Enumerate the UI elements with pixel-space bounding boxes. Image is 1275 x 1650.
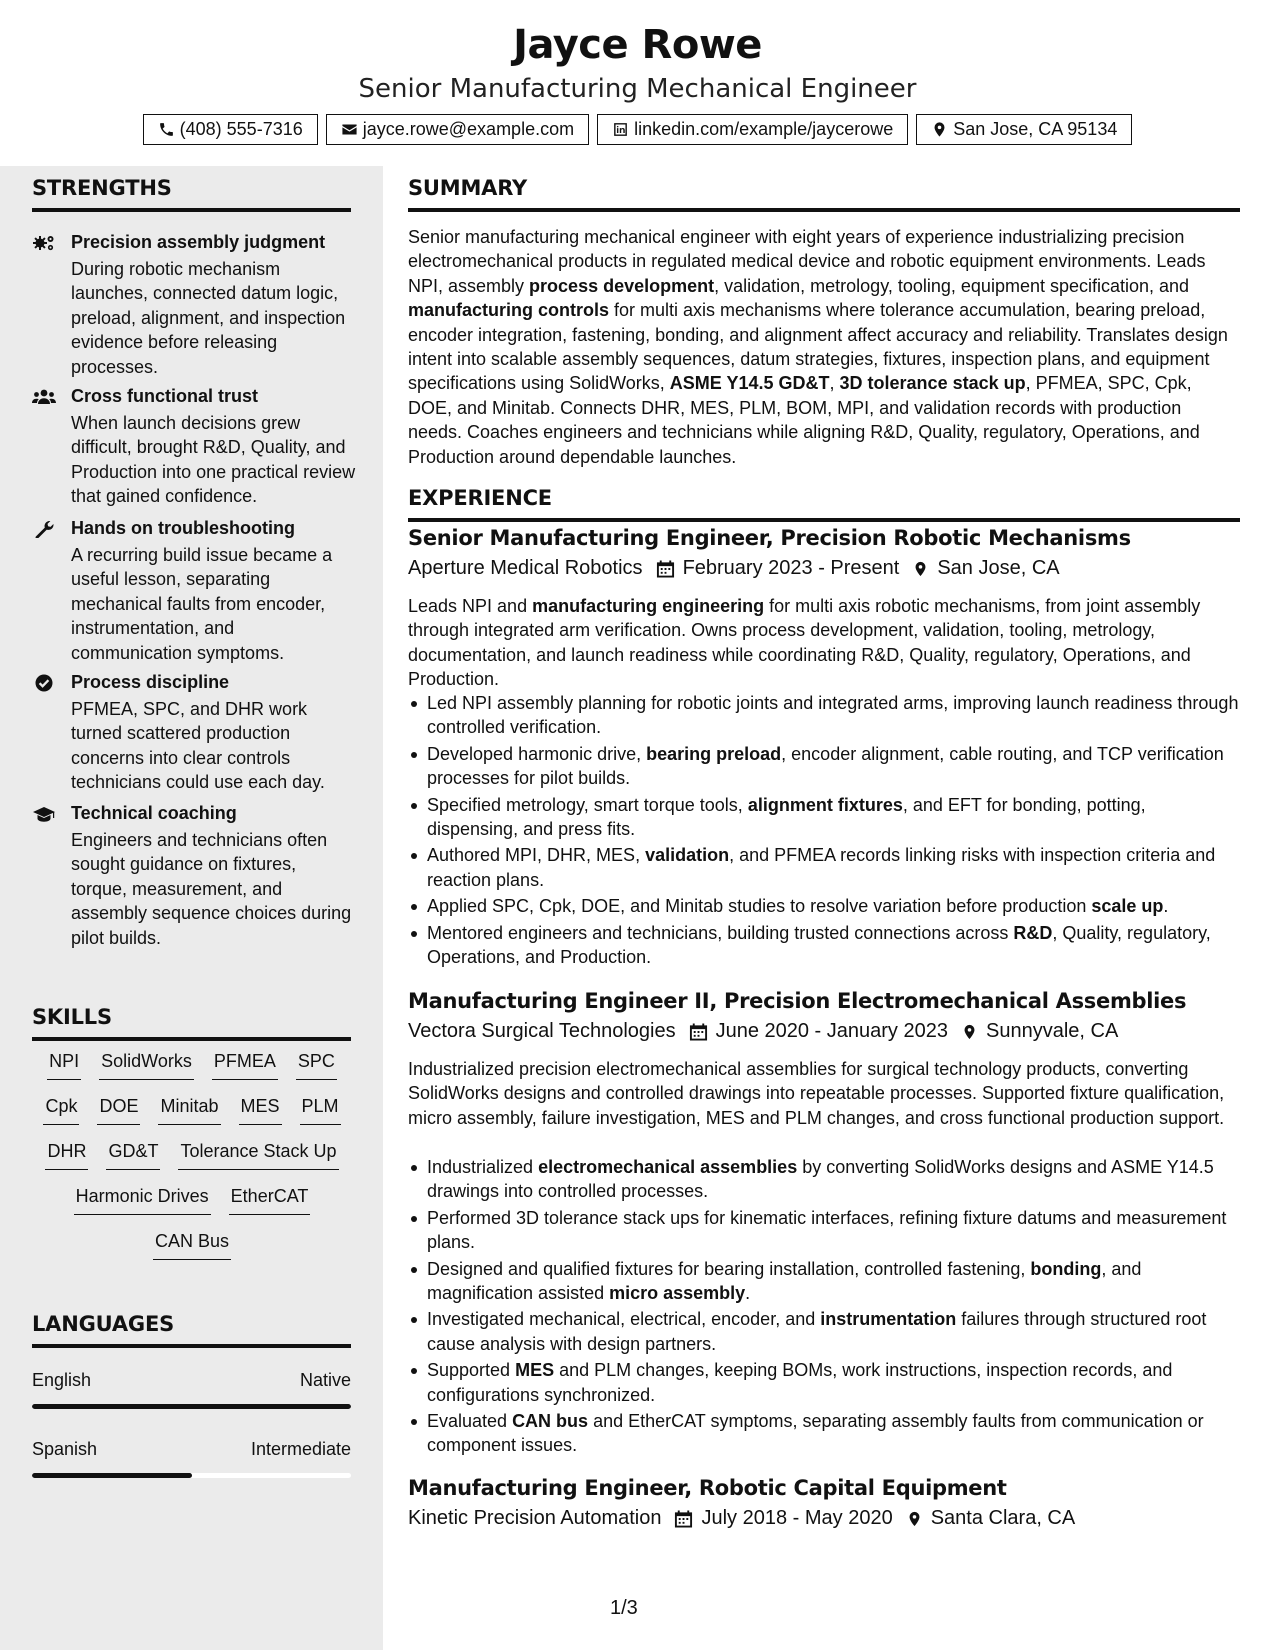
- skill-tag: NPI: [47, 1050, 81, 1080]
- language-item: [32, 1439, 351, 1478]
- contact-linkedin-text: linkedin.com/example/jaycerowe: [634, 119, 894, 139]
- resume-header: [0, 0, 1275, 166]
- list-item: Industrialized electromechanical assemblies by converting SolidWorks designs and ASME Y14.5 drawings into controlled processes.: [408, 1155, 1240, 1204]
- language-proficiency-bar: [32, 1404, 351, 1409]
- skill-tag: SPC: [296, 1050, 337, 1080]
- language-proficiency-bar: [32, 1473, 351, 1478]
- job-location: San Jose, CA: [937, 557, 1060, 579]
- strength-title: Process discipline: [71, 672, 230, 692]
- job-meta: [408, 1507, 1075, 1530]
- contact-phone-text: (408) 555-7316: [179, 119, 303, 139]
- strength-description: A recurring build issue became a useful lesson, separating mechanical faults from encoder, instrumentation, and communication symptoms.: [71, 545, 333, 663]
- language-proficiency-fill: [32, 1473, 192, 1478]
- job-title: Senior Manufacturing Engineer, Precision Robotic Mechanisms: [408, 526, 1131, 550]
- list-item: Applied SPC, Cpk, DOE, and Minitab studies to resolve variation before production scale up.: [408, 894, 1240, 918]
- phone-icon: [158, 121, 175, 138]
- map-pin-icon: [912, 559, 929, 579]
- list-item: Investigated mechanical, electrical, encoder, and instrumentation failures through structured root cause analysis with design partners.: [408, 1307, 1240, 1356]
- map-pin-icon: [931, 121, 948, 138]
- list-item: Authored MPI, DHR, MES, validation, and PFMEA records linking risks with inspection criteria and reaction plans.: [408, 843, 1240, 892]
- skill-tag: Minitab: [158, 1095, 220, 1125]
- list-item: Mentored engineers and technicians, building trusted connections across R&D, Quality, regulatory, Operations, and Production.: [408, 921, 1240, 970]
- candidate-title: Senior Manufacturing Mechanical Engineer: [358, 74, 917, 104]
- skill-tag: DOE: [97, 1095, 140, 1125]
- job-bullets: [408, 691, 1240, 971]
- linkedin-icon: [612, 121, 629, 138]
- calendar-icon: [674, 1509, 693, 1529]
- strength-description: During robotic mechanism launches, connected datum logic, preload, alignment, and inspection evidence before releasing processes.: [71, 259, 346, 377]
- list-item: Led NPI assembly planning for robotic joints and integrated arms, improving launch readiness through controlled verification.: [408, 691, 1240, 740]
- skills-list: [32, 1050, 352, 1275]
- contact-email[interactable]: [326, 114, 589, 145]
- candidate-name: Jayce Rowe: [513, 22, 762, 68]
- skill-tag: SolidWorks: [99, 1050, 194, 1080]
- list-item: Performed 3D tolerance stack ups for kinematic interfaces, refining fixture datums and measurement plans.: [408, 1206, 1240, 1255]
- skill-tag: GD&T: [106, 1140, 160, 1170]
- skill-tag: MES: [239, 1095, 282, 1125]
- section-rule: [32, 1037, 351, 1041]
- strength-title: Technical coaching: [71, 803, 237, 823]
- strength-title: Hands on troubleshooting: [71, 518, 295, 538]
- contact-location-text: San Jose, CA 95134: [953, 119, 1118, 139]
- language-name: English: [32, 1370, 92, 1390]
- calendar-icon: [689, 1022, 708, 1042]
- language-proficiency-fill: [32, 1404, 351, 1409]
- wrench-icon: [32, 520, 56, 538]
- language-level: Native: [299, 1370, 351, 1390]
- map-pin-icon: [961, 1022, 978, 1042]
- job-meta: [408, 557, 1060, 580]
- section-rule: [408, 208, 1240, 212]
- contact-email-text: jayce.rowe@example.com: [362, 119, 575, 139]
- language-item: [32, 1370, 351, 1409]
- section-rule: [32, 1344, 351, 1348]
- language-level: Intermediate: [250, 1439, 351, 1459]
- users-icon: [32, 388, 56, 406]
- skill-tag: PLM: [300, 1095, 341, 1125]
- strength-title: Precision assembly judgment: [71, 232, 326, 252]
- section-rule: [408, 518, 1240, 522]
- job-dates: February 2023 - Present: [682, 557, 900, 579]
- contact-linkedin[interactable]: [597, 114, 908, 145]
- job-dates: July 2018 - May 2020: [701, 1507, 893, 1529]
- job-bullets: [408, 1155, 1240, 1460]
- job-title: Manufacturing Engineer II, Precision Electromechanical Assemblies: [408, 989, 1187, 1013]
- job-meta: [408, 1020, 1118, 1043]
- list-item: Specified metrology, smart torque tools, alignment fixtures, and EFT for bonding, potting, dispensing, and press fits.: [408, 793, 1240, 842]
- contact-location: [916, 114, 1132, 145]
- skill-tag: CAN Bus: [153, 1230, 231, 1260]
- envelope-icon: [341, 121, 358, 138]
- languages-heading: LANGUAGES: [32, 1312, 351, 1348]
- summary-heading: SUMMARY: [408, 176, 1240, 212]
- strength-title: Cross functional trust: [71, 386, 259, 406]
- skill-tag: Harmonic Drives: [74, 1185, 211, 1215]
- job-location: Santa Clara, CA: [930, 1507, 1076, 1529]
- strength-description: Engineers and technicians often sought guidance on fixtures, torque, measurement, and assembly sequence choices during pilot builds.: [71, 830, 352, 948]
- contact-phone[interactable]: [143, 114, 318, 145]
- job-title: Manufacturing Engineer, Robotic Capital Equipment: [408, 1476, 1007, 1500]
- calendar-icon: [656, 559, 675, 579]
- page-number: 1/3: [610, 1597, 638, 1619]
- skill-tag: Tolerance Stack Up: [178, 1140, 338, 1170]
- list-item: Developed harmonic drive, bearing preload, encoder alignment, cable routing, and TCP verification processes for pilot builds.: [408, 742, 1240, 791]
- skills-heading: SKILLS: [32, 1005, 351, 1041]
- job-company: Vectora Surgical Technologies: [408, 1020, 676, 1042]
- map-pin-icon: [906, 1509, 923, 1529]
- list-item: Designed and qualified fixtures for bearing installation, controlled fastening, bonding, and magnification assisted micro assembly.: [408, 1257, 1240, 1306]
- skill-tag: DHR: [45, 1140, 88, 1170]
- check-circle-icon: [32, 674, 56, 692]
- experience-heading: EXPERIENCE: [408, 486, 1240, 522]
- list-item: Evaluated CAN bus and EtherCAT symptoms, separating assembly faults from communication or component issues.: [408, 1409, 1240, 1458]
- strength-description: When launch decisions grew difficult, brought R&D, Quality, and Production into one practical review that gained confidence.: [71, 413, 356, 507]
- skill-tag: EtherCAT: [229, 1185, 311, 1215]
- list-item: Supported MES and PLM changes, keeping BOMs, work instructions, inspection records, and configurations synchronized.: [408, 1358, 1240, 1407]
- strengths-heading: STRENGTHS: [32, 176, 351, 212]
- job-intro: Leads NPI and manufacturing engineering for multi axis robotic mechanisms, from joint assembly through integrated arm verification. Owns process development, validation, tooling, metrology, documentation, and launch readiness while coordinating R&D, Quality, regulatory, Operations, and Production.: [408, 596, 1201, 690]
- strength-description: PFMEA, SPC, and DHR work turned scattered production concerns into clear controls technicians could use each day.: [71, 699, 325, 793]
- job-location: Sunnyvale, CA: [985, 1020, 1119, 1042]
- language-name: Spanish: [32, 1439, 98, 1459]
- section-rule: [32, 208, 351, 212]
- summary-text: Senior manufacturing mechanical engineer with eight years of experience industrializing precision electromechanical products in regulated medical device and robotic equipment environments. Leads NPI, assembly process development, validation, metrology, tooling, equipment specification, and manufacturing controls for multi axis mechanisms where tolerance accumulation, bearing preload, encoder integration, fastening, bonding, and alignment affect accuracy and reliability. Translates design intent into scalable assembly sequences, datum strategies, fixtures, inspection plans, and equipment specifications using SolidWorks, ASME Y14.5 GD&T, 3D tolerance stack up, PFMEA, SPC, Cpk, DOE, and Minitab. Connects DHR, MES, PLM, BOM, MPI, and validation records with production needs. Coaches engineers and technicians while aligning R&D, Quality, regulatory, Operations, and Production around dependable launches.: [408, 227, 1228, 467]
- job-company: Aperture Medical Robotics: [408, 557, 643, 579]
- skill-tag: PFMEA: [212, 1050, 278, 1080]
- job-dates: June 2020 - January 2023: [715, 1020, 948, 1042]
- job-company: Kinetic Precision Automation: [408, 1507, 662, 1529]
- gears-icon: [32, 234, 56, 252]
- graduation-cap-icon: [32, 805, 56, 823]
- job-intro: Industrialized precision electromechanical assemblies for surgical technology products, converting SolidWorks designs and controlled drawings into repeatable processes. Supported fixture qualification, micro assembly, failure investigation, MES and PLM changes, and cross functional production support.: [408, 1059, 1225, 1128]
- skill-tag: Cpk: [43, 1095, 79, 1125]
- contact-bar: [0, 114, 1275, 145]
